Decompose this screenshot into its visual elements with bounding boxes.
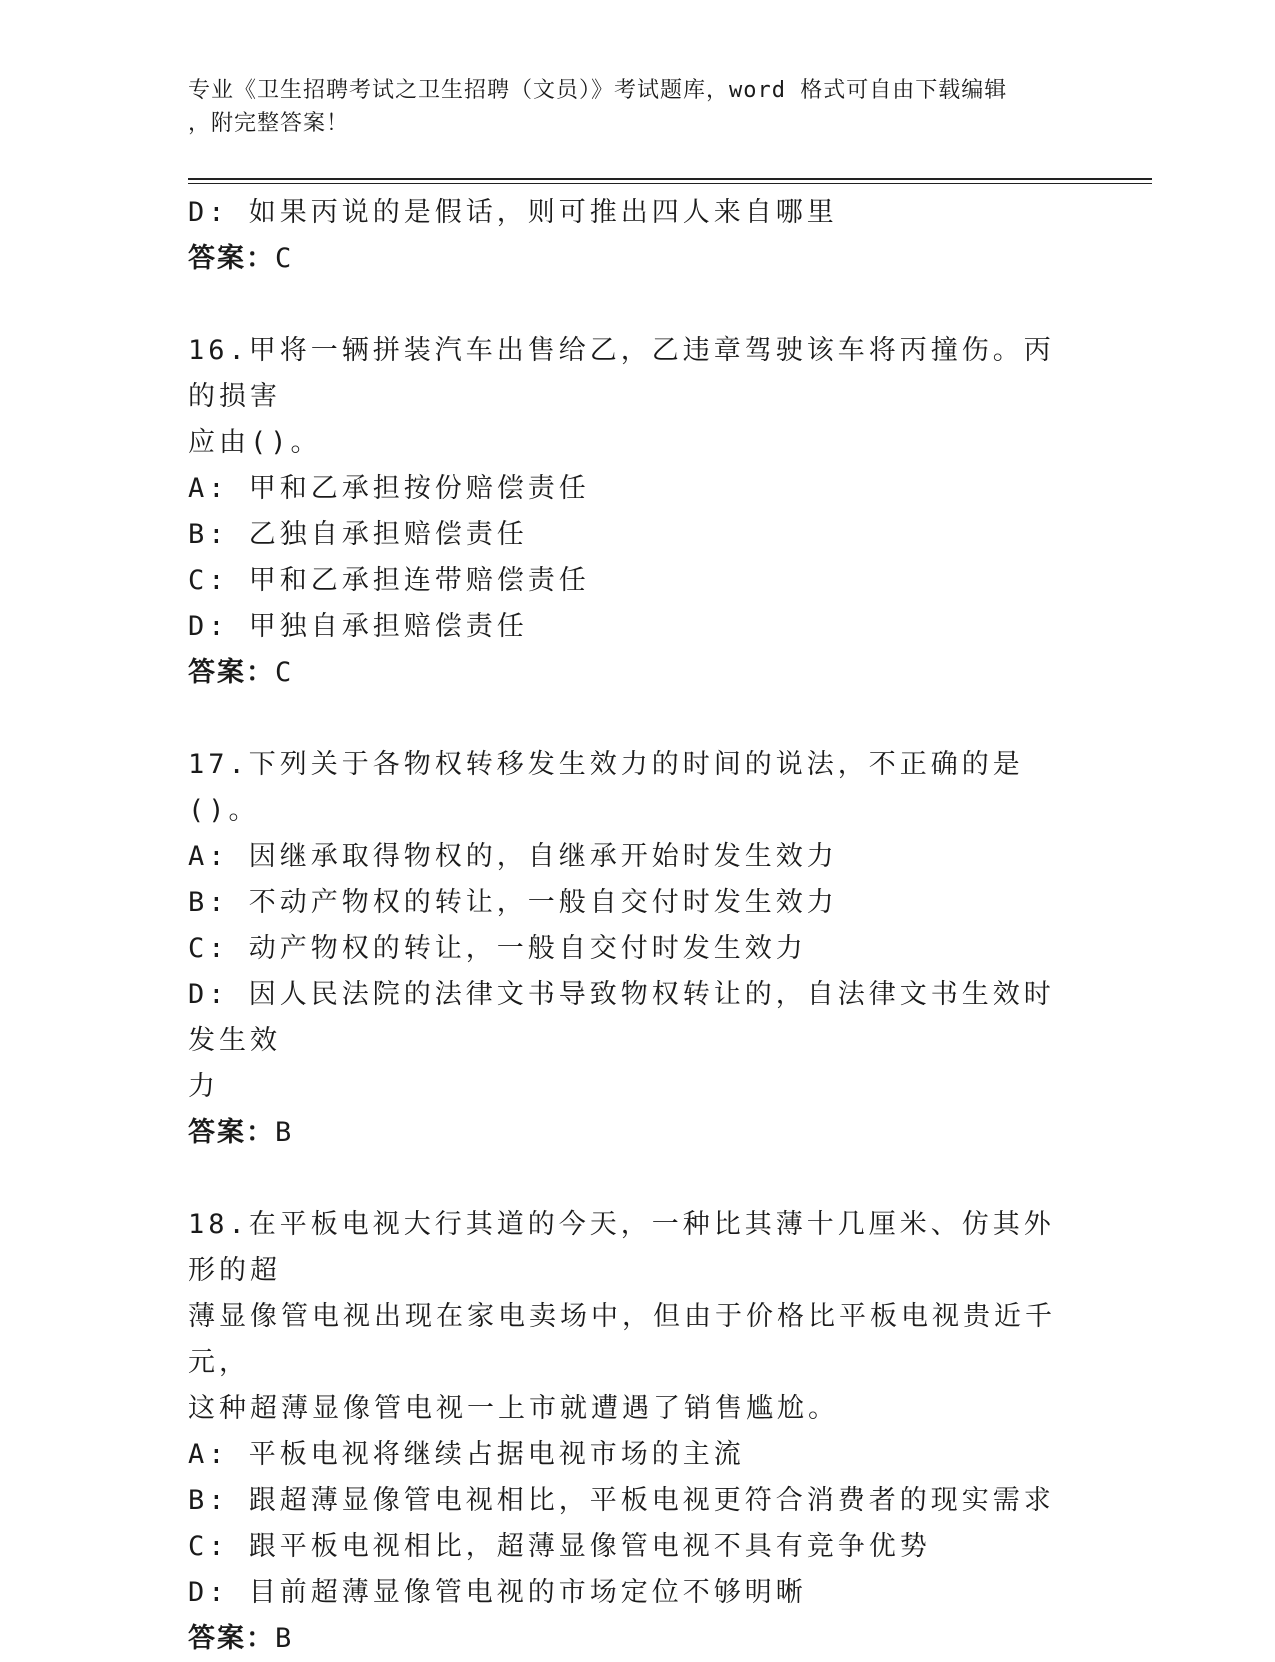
header-line-2: ，附完整答案！ bbox=[188, 111, 350, 136]
option-b: B: 乙独自承担赔偿责任 bbox=[188, 519, 528, 550]
answer-line bbox=[188, 236, 1068, 282]
answer-line bbox=[188, 1110, 1068, 1156]
option-b: B: 不动产物权的转让，一般自交付时发生效力 bbox=[188, 887, 838, 918]
answer-label: 答案： bbox=[188, 1623, 275, 1654]
answer-label: 答案： bbox=[188, 1117, 275, 1148]
question-stem-line: 应由()。 bbox=[188, 427, 322, 458]
answer-label: 答案： bbox=[188, 243, 275, 274]
answer-value: B bbox=[275, 1117, 294, 1148]
option-d: D: 因人民法院的法律文书导致物权转让的，自法律文书生效时发生效 bbox=[188, 979, 1055, 1056]
question-block-17 bbox=[188, 742, 1068, 1156]
option-c: C: 甲和乙承担连带赔偿责任 bbox=[188, 565, 590, 596]
question-list bbox=[188, 190, 1068, 1662]
option-c: C: 跟平板电视相比，超薄显像管电视不具有竞争优势 bbox=[188, 1531, 931, 1562]
question-block-18 bbox=[188, 1202, 1068, 1662]
answer-line bbox=[188, 650, 1068, 696]
option-a: A: 甲和乙承担按份赔偿责任 bbox=[188, 473, 590, 504]
spacer bbox=[188, 1156, 1068, 1202]
option-d: D: 如果丙说的是假话，则可推出四人来自哪里 bbox=[188, 197, 838, 228]
header-divider-thick bbox=[188, 178, 1152, 180]
answer-value: B bbox=[275, 1623, 294, 1654]
answer-value: C bbox=[275, 243, 294, 274]
spacer bbox=[188, 696, 1068, 742]
option-a: A: 平板电视将继续占据电视市场的主流 bbox=[188, 1439, 745, 1470]
question-stem-line: 18.在平板电视大行其道的今天，一种比其薄十几厘米、仿其外形的超 bbox=[188, 1209, 1055, 1286]
option-d-continuation: 力 bbox=[188, 1071, 219, 1102]
document-header bbox=[188, 74, 1068, 140]
question-stem-line: 16.甲将一辆拼装汽车出售给乙，乙违章驾驶该车将丙撞伤。丙的损害 bbox=[188, 335, 1055, 412]
header-divider-thin bbox=[188, 183, 1152, 184]
answer-label: 答案： bbox=[188, 657, 275, 688]
question-stem-line: 薄显像管电视出现在家电卖场中，但由于价格比平板电视贵近千元， bbox=[188, 1301, 1056, 1378]
question-block-16 bbox=[188, 328, 1068, 696]
question-block-15 bbox=[188, 190, 1068, 282]
option-c: C: 动产物权的转让，一般自交付时发生效力 bbox=[188, 933, 807, 964]
option-d: D: 目前超薄显像管电视的市场定位不够明晰 bbox=[188, 1577, 807, 1608]
option-b: B: 跟超薄显像管电视相比，平板电视更符合消费者的现实需求 bbox=[188, 1485, 1055, 1516]
option-a: A: 因继承取得物权的，自继承开始时发生效力 bbox=[188, 841, 838, 872]
header-line-1: 专业《卫生招聘考试之卫生招聘（文员）》考试题库，word 格式可自由下载编辑 bbox=[188, 78, 1008, 103]
option-d: D: 甲独自承担赔偿责任 bbox=[188, 611, 528, 642]
answer-value: C bbox=[275, 657, 294, 688]
spacer bbox=[188, 282, 1068, 328]
question-stem-line: 这种超薄显像管电视一上市就遭遇了销售尴尬。 bbox=[188, 1393, 839, 1424]
question-stem-line: 17.下列关于各物权转移发生效力的时间的说法，不正确的是()。 bbox=[188, 749, 1024, 826]
answer-line bbox=[188, 1616, 1068, 1662]
